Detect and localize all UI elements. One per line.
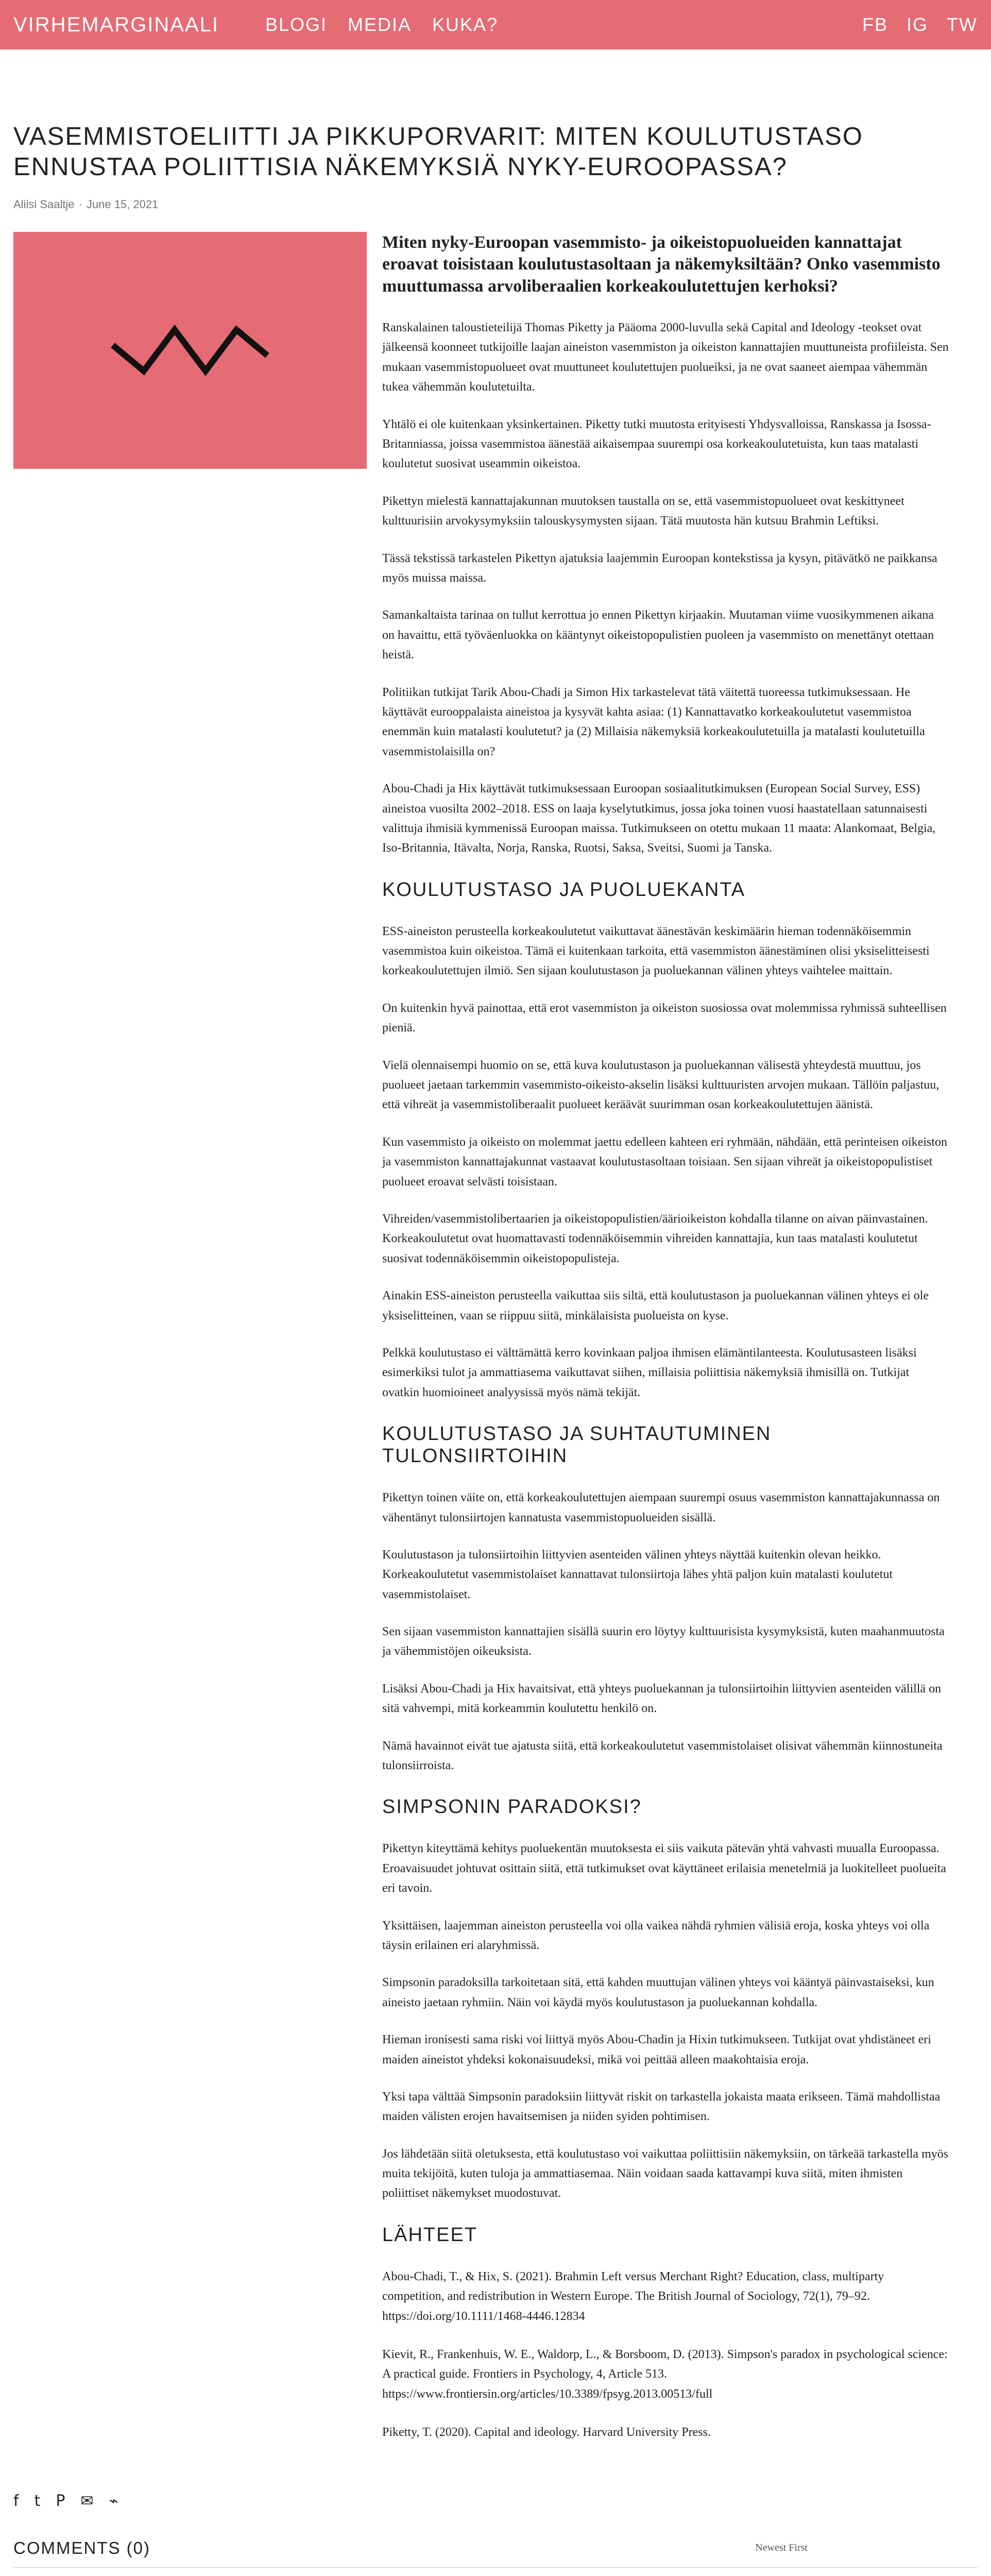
paragraph: Abou-Chadi ja Hix käyttävät tutkimuksessaan Euroopan sosiaalitutkimuksen (European Social Survey, ESS) aineistoa vuosilta 2002–2018. ESS on laaja kyselytutkimus, jossa joka toinen vuosi haastatellaan satunnaisesti valittuja ihmisiä kymmenissä Euroopan maissa. Tutkimukseen on otettu mukaan 11 maata: Alankomaat, Belgia, Iso-Britannia, Itävalta, Norja, Ranska, Ruotsi, Saksa, Sveitsi, Suomi ja Tanska. (382, 782, 936, 855)
facebook-icon[interactable]: f (13, 2492, 19, 2510)
nav-tw[interactable]: TW (947, 14, 978, 35)
site-header (0, 0, 991, 49)
paragraph: Ainakin ESS-aineiston perusteella vaikuttaa siis siltä, että koulutustason ja puoluekannan välinen yhteys ei ole yksiselitteinen, vaan se riippuu siitä, minkälaisista puolueista on kyse. (382, 1289, 929, 1323)
heading-education: KOULUTUSTASO JA PUOLUEKANTA (382, 878, 746, 901)
paragraph: Yksi tapa välttää Simpsonin paradoksiin liittyvät riskit on tarkastella jokaista maata erikseen. Tämä mahdollistaa maiden välisten erojen havaitsemisen ja niiden syiden pohtimisen. (382, 2090, 941, 2124)
nav-kuka[interactable]: KUKA? (432, 14, 499, 35)
paragraph: Kun vasemmisto ja oikeisto on molemmat jaettu edelleen kahteen eri ryhmään, nähdään, että perinteisen oikeiston ja vasemmiston kannattajakunnat vastaavat koulutustasoltaan toisiaan. Sen sijaan vihreät ja oikeistopopulistiset puolueet eroavat selvästi toisistaan. (382, 1135, 947, 1189)
header-left (13, 13, 498, 37)
paragraph: Pelkkä koulutustaso ei välttämättä kerro kovinkaan paljoa ihmisen elämäntilanteesta. Koulutusasteen lisäksi esimerkiksi tulot ja ammattiasema vaikuttavat siihen, millaisia poliittisia näkemyksiä ihmisillä on. Tutkijat ovatkin huomioineet analyysissä myös nämä tekijät. (382, 1346, 917, 1399)
social-nav (862, 14, 978, 36)
heading-redistribution: KOULUTUSTASO JA SUHTAUTUMINEN TULONSIIRTOIHIN (382, 1423, 772, 1467)
hero-image (13, 232, 367, 469)
reference-item: Kievit, R., Frankenhuis, W. E., Waldorp, L., & Borsboom, D. (2013). Simpson's paradox in psychological science: A practical guide. Frontiers in Psychology, 4, Article 513. https://www.frontiersin.org/articles/10.3389/fpsyg.2013.00513/full (382, 2348, 948, 2401)
post-content (0, 211, 991, 2461)
paragraph: On kuitenkin hyvä painottaa, että erot vasemmiston ja oikeiston suosiossa ovat molemmissa ryhmissä suhteellisen pieniä. (382, 1001, 947, 1035)
post-author[interactable]: Aliisi Saaltje (13, 197, 75, 211)
paragraph: Ranskalainen taloustieteilijä Thomas Piketty ja Pääoma 2000-luvulla sekä Capital and Ideology -teokset ovat jälkeensä koonneet tutkijoille laajan aineiston vasemmiston ja oikeiston kannattajien muuttuneista profiileista. Sen mukaan vasemmistopuolueet ovat muuttuneet koulutettujen puolueiksi, ja ne ovat saaneet aiempaa vähemmän tukea vähemmän koulutetuilta. (382, 321, 949, 394)
comments-header (13, 2538, 978, 2568)
paragraph: Yksittäisen, laajemman aineiston perusteella voi olla vaikea nähdä ryhmien välisiä eroja, koska yhteys voi olla täysin erilainen eri alaryhmissä. (382, 1919, 930, 1952)
paragraph: ESS-aineiston perusteella korkeakoulutetut vaikuttavat äänestävän keskimäärin hieman todennäköisemmin vasemmistoa kuin oikeistoa. Tämä ei kuitenkaan tarkoita, että vasemmiston äänestäminen olisi yksiselitteisesti korkeakoulutettujen ilmiö. Sen sijaan koulutustason ja puoluekannan välinen yhteys vaihtelee maittain. (382, 924, 930, 978)
nav-blogi[interactable]: BLOGI (265, 14, 328, 35)
meta-separator: · (78, 197, 82, 211)
paragraph: Koulutustason ja tulonsiirtoihin liittyvien asenteiden välinen yhteys näyttää kuitenkin olevan heikko. Korkeakoulutetut vasemmistolaiset kannattavat tulonsiirtoja lähes yhtä paljon kuin matalasti koulutetut vasemmistolaiset. (382, 1548, 893, 1601)
paragraph: Pikettyn mielestä kannattajakunnan muutoksen taustalla on se, että vasemmistopuolueet ovat keskittyneet kulttuurisiin arvokysymyksiin talouskysymysten sijaan. Tätä muutosta hän kutsuu Brahmin Leftiksi. (382, 494, 904, 528)
paragraph: Hieman ironisesti sama riski voi liittyä myös Abou-Chadin ja Hixin tutkimukseen. Tutkijat ovat yhdistäneet eri maiden aineistot yhdeksi kokonaisuudeksi, mikä voi peittää alleen maakohtaisia eroja. (382, 2033, 931, 2066)
nav-ig[interactable]: IG (907, 14, 929, 35)
paragraph: Vielä olennaisempi huomio on se, että kuva koulutustason ja puoluekannan välisestä yhteydestä muuttuu, jos puolueet jaetaan tarkemmin vasemmisto-oikeisto-akselin lisäksi kulttuuristen arvojen mukaan. Tällöin paljastuu, että vihreät ja vasemmistoliberaalit puolueet keräävät suurimman osan korkeakoulutettujen äänistä. (382, 1058, 939, 1112)
comments-title: COMMENTS (0) (13, 2538, 150, 2557)
paragraph: Jos lähdetään siitä oletuksesta, että koulutustaso voi vaikuttaa poliittisiin näkemyksiin, on tärkeää tarkastella myös muita tekijöitä, kuten tuloja ja ammattiasemaa. Näin voidaan saada kattavampi kuva siitä, miten ihmisten poliittiset näkemykset muodostuvat. (382, 2147, 949, 2200)
post-title: VASEMMISTOELIITTI JA PIKKUPORVARIT: MITEN KOULUTUSTASO ENNUSTAA POLIITTISIA NÄKEMYKSIÄ NYKY-EUROOPASSA? (13, 123, 863, 181)
paragraph: Yhtälö ei ole kuitenkaan yksinkertainen. Piketty tutki muutosta erityisesti Yhdysvalloissa, Ranskassa ja Isossa-Britanniassa, joissa vasemmistoa äänestää aikaisempaa suurempi osa korkeakoulutetuista, kun taas matalasti koulutetut suosivat useammin oikeistoa. (382, 417, 931, 471)
twitter-icon[interactable]: t (34, 2492, 41, 2510)
nav-fb[interactable]: FB (862, 14, 889, 35)
paragraph: Simpsonin paradoksilla tarkoitetaan sitä, että kahden muuttujan välinen yhteys voi kääntyä päinvastaiseksi, kun aineisto jaetaan ryhmiin. Näin voi käydä myös koulutustason ja puoluekannan kohdalla. (382, 1976, 934, 2009)
paragraph: Tässä tekstissä tarkastelen Pikettyn ajatuksia laajemmin Euroopan kontekstissa ja kysyn, pitävätkö ne paikkansa myös muissa maissa. (382, 551, 937, 585)
pinterest-icon[interactable]: P (56, 2492, 65, 2510)
heading-sources: LÄHTEET (382, 2224, 478, 2246)
brand-logo[interactable]: VIRHEMARGINAALI (13, 13, 219, 36)
title-block (0, 49, 991, 211)
nav-media[interactable]: MEDIA (348, 14, 412, 35)
share-bar (13, 2492, 978, 2510)
link-icon[interactable]: ⌁ (109, 2492, 118, 2510)
email-icon[interactable]: ✉ (80, 2492, 94, 2510)
paragraph: Pikettyn kiteyttämä kehitys puoluekentän muutoksesta ei siis vaikuta pätevän yhtä vahvasti muualla Euroopassa. Eroavaisuudet johtuvat osittain siitä, että tutkimukset ovat käyttäneet erilaisia menetelmiä ja luokitelleet puolueita eri tavoin. (382, 1842, 947, 1895)
post-date: June 15, 2021 (86, 197, 159, 211)
paragraph: Sen sijaan vasemmiston kannattajien sisällä suurin ero löytyy kulttuurisista kysymyksistä, kuten maahanmuutosta ja vähemmistöjen oikeuksista. (382, 1625, 945, 1658)
paragraph: Vihreiden/vasemmistolibertaarien ja oikeistopopulistien/äärioikeiston kohdalla tilanne on aivan päinvastainen. Korkeakoulutetut ovat huomattavasti todennäköisemmin vihreiden kannattajia, kun taas matalasti koulutetut suosivat todennäköisemmin oikeistopopulisteja. (382, 1212, 928, 1265)
paragraph: Lisäksi Abou-Chadi ja Hix havaitsivat, että yhteys puoluekannan ja tulonsiirtoihin liittyvien asenteiden välillä on sitä vahvempi, mitä korkeammin koulutettu henkilö on. (382, 1682, 942, 1716)
main-nav (265, 14, 498, 36)
paragraph: Nämä havainnot eivät tue ajatusta siitä, että korkeakoulutetut vasemmistolaiset olisivat vähemmän kiinnostuneita tulonsiirroista. (382, 1739, 943, 1773)
reference-item: Abou-Chadi, T., & Hix, S. (2021). Brahmin Left versus Merchant Right? Education, class, multiparty competition, and redistribution in Western Europe. The British Journal of Sociology, 72(1), 79–92. https://doi.org/10.1111/1468-4446.12834 (382, 2269, 884, 2323)
paragraph: Samankaltaista tarinaa on tullut kerrottua jo ennen Pikettyn kirjaakin. Muutaman viime vuosikymmenen aikana on havaittu, että työväenluokka on kääntynyt oikeistopopulistien puoleen ja vasemmisto on menettänyt otettaan heistä. (382, 608, 934, 662)
article-lead: Miten nyky-Euroopan vasemmisto- ja oikeistopuolueiden kannattajat eroavat toisistaan koulutustasoltaan ja näkemyksiltään? Onko vasemmisto muuttumassa arvoliberaalien korkeakoulutettujen kerhoksi? (382, 232, 941, 296)
reference-item: Piketty, T. (2020). Capital and ideology. Harvard University Press. (382, 2426, 711, 2439)
comments-sort-select[interactable]: Newest First (755, 2542, 808, 2554)
zigzag-logo-icon (102, 309, 278, 392)
post-meta (13, 198, 978, 211)
paragraph: Pikettyn toinen väite on, että korkeakoulutettujen aiempaan suurempi osuus vasemmiston kannattajakunnassa on vähentänyt tulonsiirtojen kannatusta vasemmistopuolueiden sisällä. (382, 1491, 940, 1524)
paragraph: Politiikan tutkijat Tarik Abou-Chadi ja Simon Hix tarkastelevat tätä väitettä tuoreessa tutkimuksessaan. He käyttävät eurooppalaista aineistoa ja kysyvät kahta asiaa: (1) Kannattavatko korkeakoulutetut vasemmistoa enemmän kuin matalasti koulutetut? ja (2) Millaisia näkemyksiä korkeakoulutetuilla ja matalasti koulutetuilla vasemmistolaisilla on? (382, 685, 925, 758)
heading-simpson: SIMPSONIN PARADOKSI? (382, 1796, 642, 1818)
post-footer (0, 2492, 991, 2576)
article-body (382, 232, 949, 2461)
